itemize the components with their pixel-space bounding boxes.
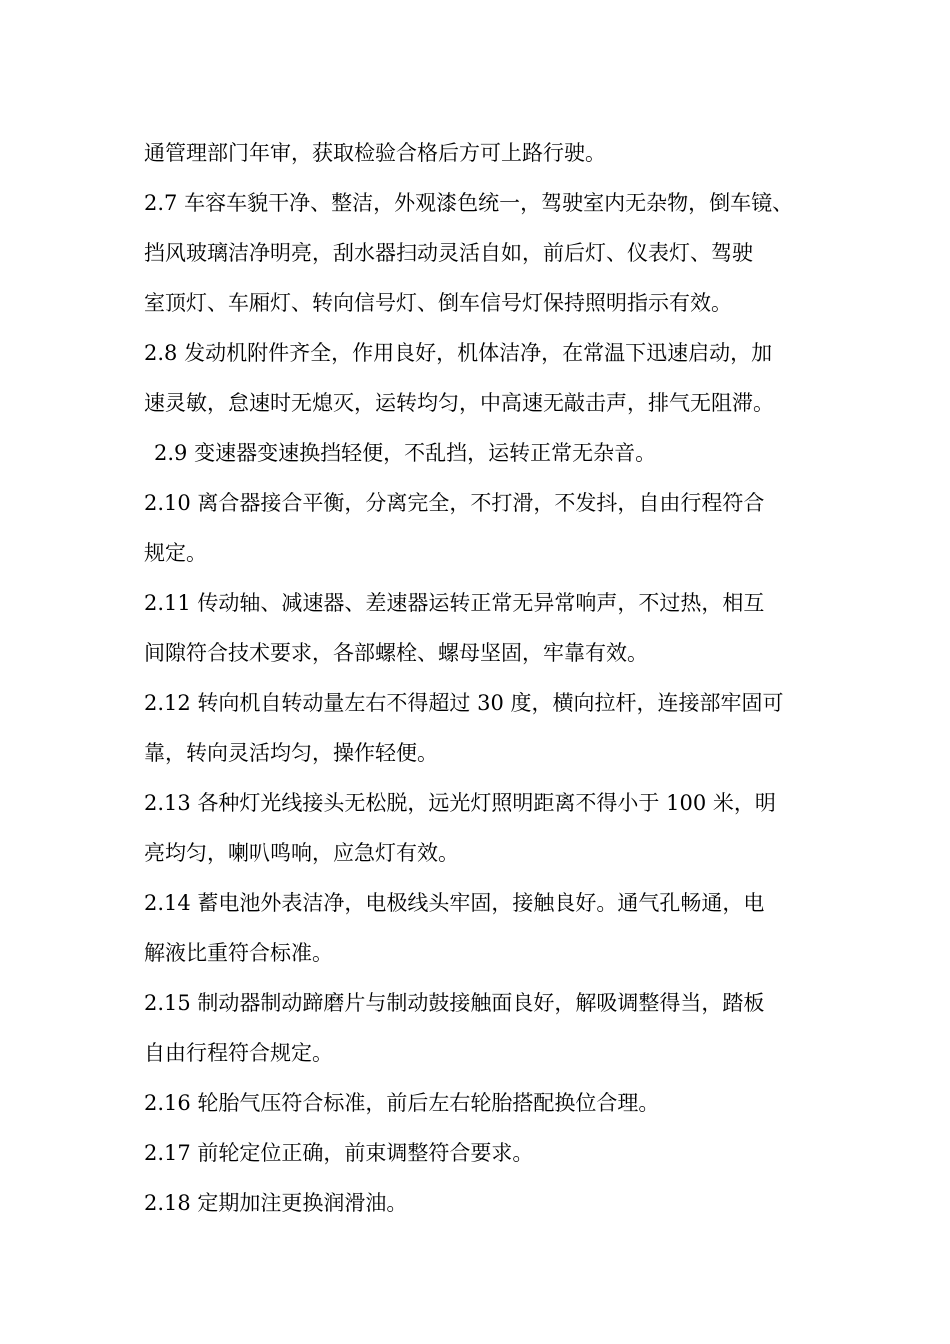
text-line: 2.8 发动机附件齐全，作用良好，机体洁净，在常温下迅速启动，加 bbox=[144, 341, 773, 365]
text-line: 2.14 蓄电池外表洁净，电极线头牢固，接触良好。通气孔畅通，电 bbox=[144, 891, 765, 915]
text-line: 室顶灯、车厢灯、转向信号灯、倒车信号灯保持照明指示有效。 bbox=[144, 291, 732, 315]
text-line: 2.15 制动器制动蹄磨片与制动鼓接触面良好，解吸调整得当，踏板 bbox=[144, 991, 765, 1015]
text-line: 2.7 车容车貌干净、整洁，外观漆色统一，驾驶室内无杂物，倒车镜、 bbox=[144, 191, 794, 215]
text-line: 自由行程符合规定。 bbox=[144, 1041, 333, 1065]
text-line: 靠，转向灵活均匀，操作轻便。 bbox=[144, 741, 438, 765]
text-line: 规定。 bbox=[144, 541, 207, 565]
text-line: 通管理部门年审，获取检验合格后方可上路行驶。 bbox=[144, 141, 606, 165]
text-line: 挡风玻璃洁净明亮，刮水器扫动灵活自如，前后灯、仪表灯、驾驶 bbox=[144, 241, 753, 265]
text-line: 2.11 传动轴、减速器、差速器运转正常无异常响声，不过热，相互 bbox=[144, 591, 765, 615]
text-line: 2.12 转向机自转动量左右不得超过 30 度，横向拉杆，连接部牢固可 bbox=[144, 691, 784, 715]
text-line: 间隙符合技术要求，各部螺栓、螺母坚固，牢靠有效。 bbox=[144, 641, 648, 665]
document-body bbox=[144, 128, 820, 1228]
text-line: 亮均匀，喇叭鸣响，应急灯有效。 bbox=[144, 841, 459, 865]
text-line: 2.16 轮胎气压符合标准，前后左右轮胎搭配换位合理。 bbox=[144, 1091, 660, 1115]
text-line: 2.13 各种灯光线接头无松脱，远光灯照明距离不得小于 100 米，明 bbox=[144, 791, 776, 815]
text-line: 2.18 定期加注更换润滑油。 bbox=[144, 1191, 408, 1215]
text-line: 速灵敏，怠速时无熄灭，运转均匀，中高速无敲击声，排气无阻滞。 bbox=[144, 391, 774, 415]
text-line: 2.9 变速器变速换挡轻便，不乱挡，运转正常无杂音。 bbox=[154, 441, 657, 465]
text-line: 2.17 前轮定位正确，前束调整符合要求。 bbox=[144, 1141, 534, 1165]
text-line: 2.10 离合器接合平衡，分离完全，不打滑，不发抖，自由行程符合 bbox=[144, 491, 765, 515]
text-line: 解液比重符合标准。 bbox=[144, 941, 333, 965]
